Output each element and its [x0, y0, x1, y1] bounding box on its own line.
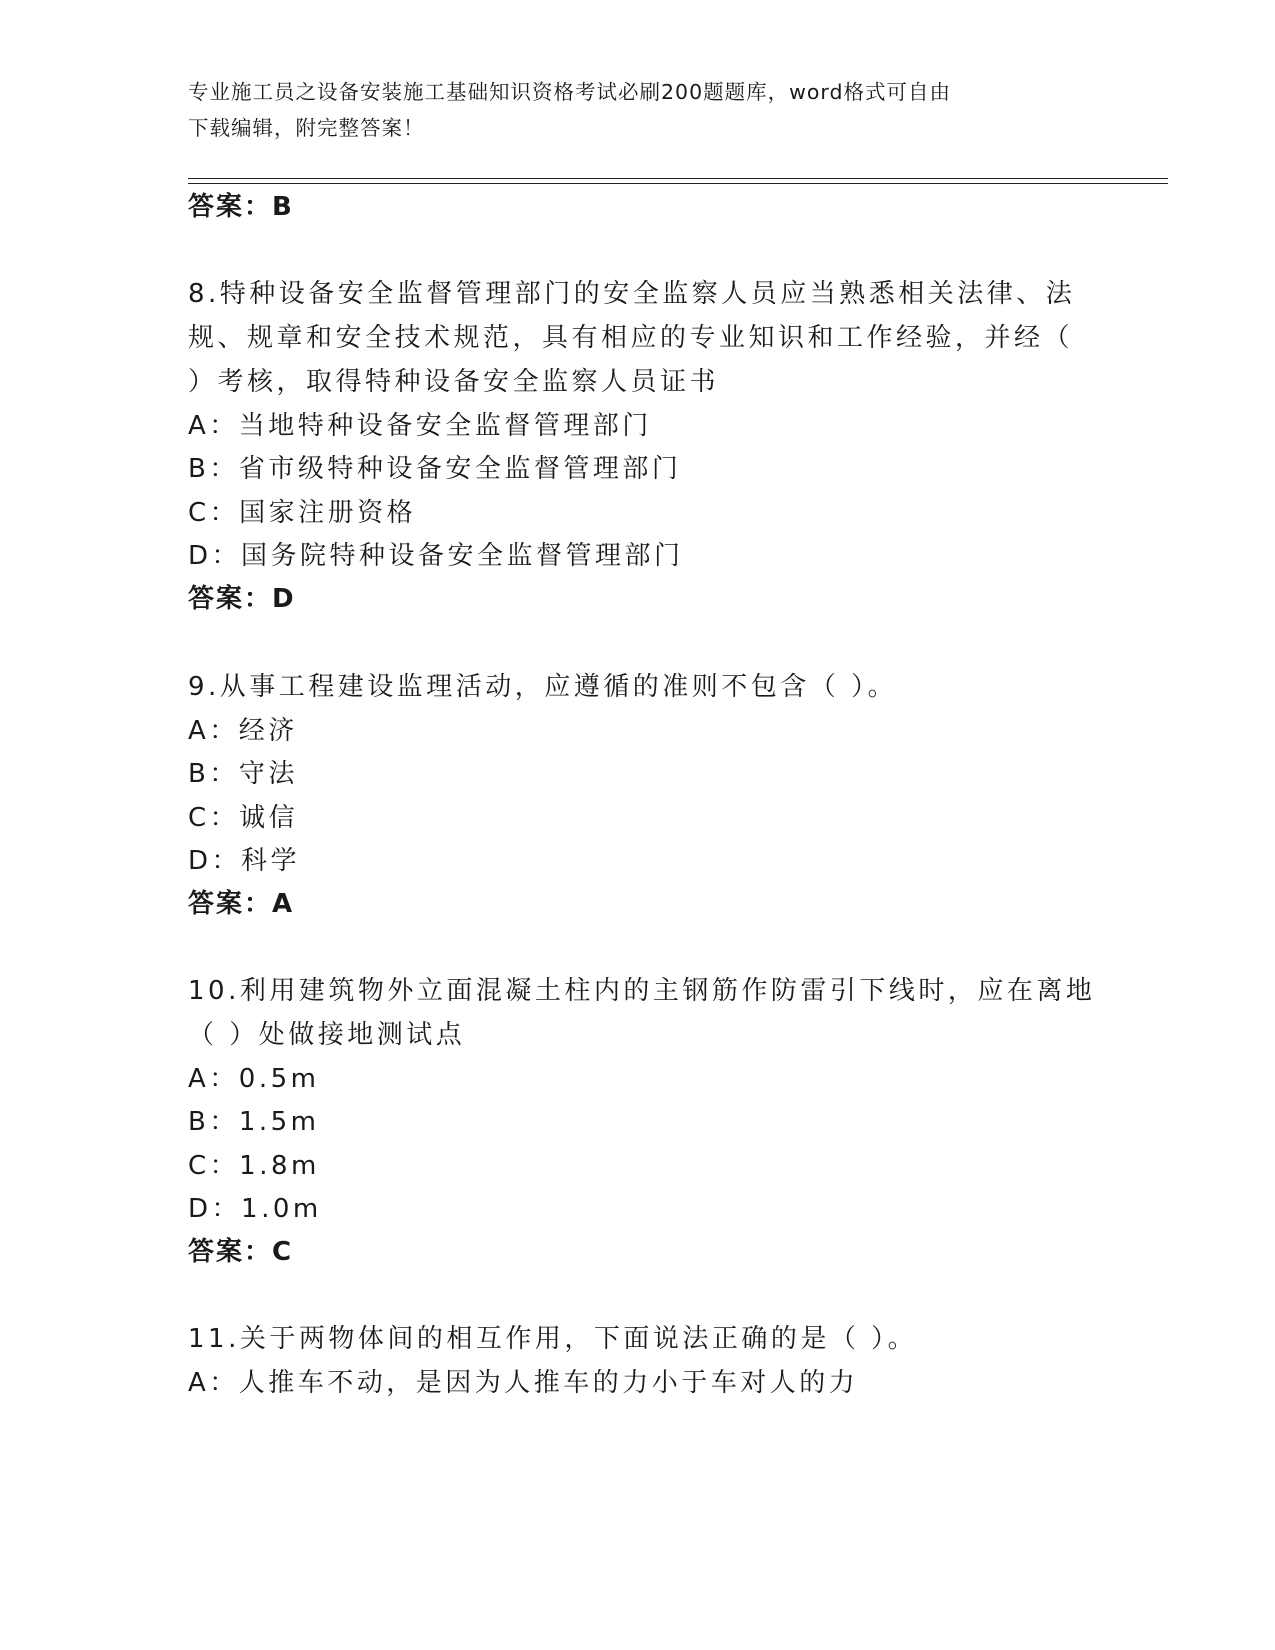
header-divider-top — [188, 178, 1168, 179]
q9-option-b: B：守法 — [188, 759, 298, 789]
q8-option-d: D：国务院特种设备安全监督管理部门 — [188, 541, 684, 571]
q8-stem-line-1: 8.特种设备安全监督管理部门的安全监察人员应当熟悉相关法律、法 — [188, 279, 1076, 309]
document-header — [188, 74, 1088, 146]
q10-option-a: A：0.5m — [188, 1064, 320, 1094]
q9-option-c: C：诚信 — [188, 803, 299, 833]
header-line-1: 专业施工员之设备安装施工基础知识资格考试必刷200题题库，word格式可自由 — [188, 80, 952, 104]
q10-option-c: C：1.8m — [188, 1151, 320, 1181]
q9-answer: 答案：A — [188, 889, 295, 919]
header-divider-bottom — [188, 183, 1168, 184]
q8-option-b: B：省市级特种设备安全监督管理部门 — [188, 454, 682, 484]
q10-answer: 答案：C — [188, 1237, 294, 1267]
q8-answer: 答案：D — [188, 584, 296, 614]
q10-option-d: D：1.0m — [188, 1194, 322, 1224]
q11-stem-line-1: 11.关于两物体间的相互作用，下面说法正确的是（ ）。 — [188, 1324, 918, 1354]
header-line-2: 下载编辑，附完整答案！ — [188, 116, 425, 140]
q8-option-c: C：国家注册资格 — [188, 498, 417, 528]
q9-option-d: D：科学 — [188, 846, 301, 876]
answer-previous: 答案：B — [188, 192, 294, 222]
q8-stem-line-2: 规、规章和安全技术规范，具有相应的专业知识和工作经验，并经（ — [188, 323, 1074, 353]
q11-option-a: A：人推车不动，是因为人推车的力小于车对人的力 — [188, 1368, 859, 1398]
q10-stem-line-1: 10.利用建筑物外立面混凝土柱内的主钢筋作防雷引下线时，应在离地 — [188, 976, 1096, 1006]
q10-stem-line-2: （ ）处做接地测试点 — [188, 1020, 466, 1050]
q9-option-a: A：经济 — [188, 716, 298, 746]
q8-stem-line-3: ）考核，取得特种设备安全监察人员证书 — [188, 367, 720, 397]
q9-stem-line-1: 9.从事工程建设监理活动，应遵循的准则不包含（ ）。 — [188, 672, 898, 702]
q10-option-b: B：1.5m — [188, 1107, 320, 1137]
q8-option-a: A：当地特种设备安全监督管理部门 — [188, 411, 652, 441]
